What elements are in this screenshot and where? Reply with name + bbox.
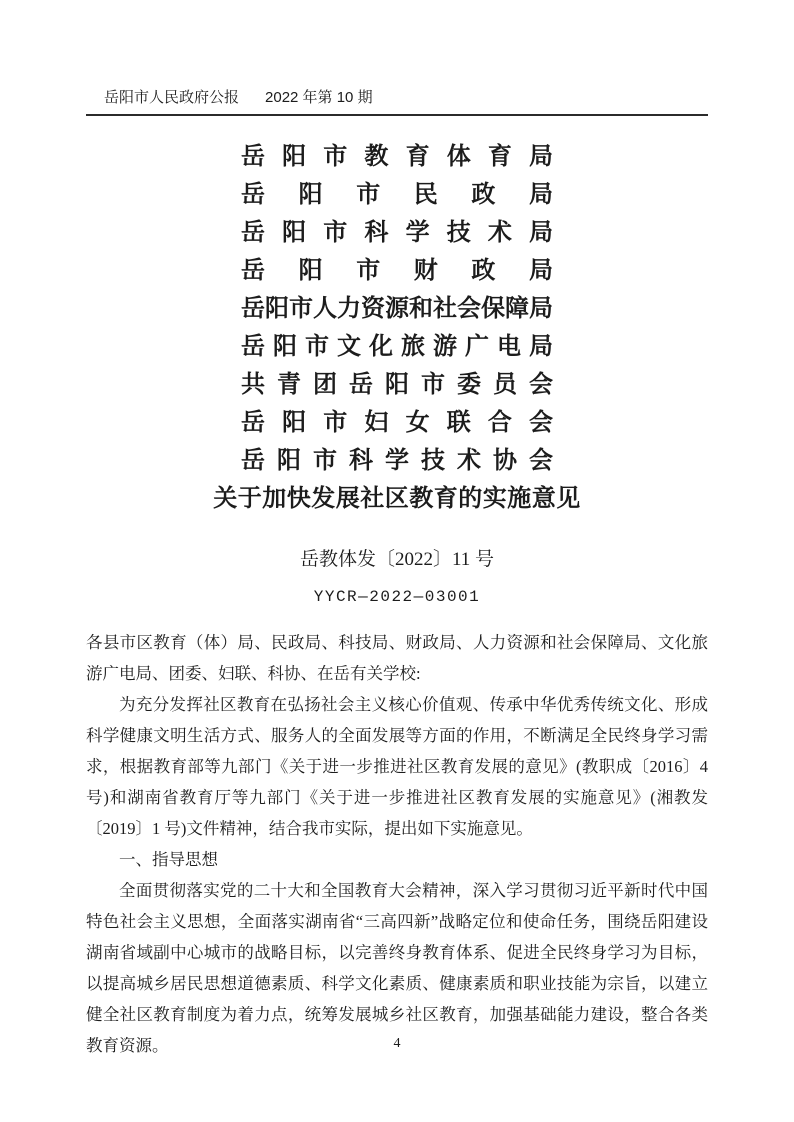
page-header	[86, 86, 708, 116]
paragraph: 一、指导思想	[119, 850, 218, 869]
reference-code: YYCR—2022—03001	[313, 588, 481, 606]
page-number: 4	[393, 1036, 401, 1051]
document-title: 关于加快发展社区教育的实施意见	[213, 486, 581, 512]
paragraph: 各县市区教育（体）局、民政局、科技局、财政局、人力资源和社会保障局、文化旅游广电局、团委、妇联、科协、在岳有关学校:	[86, 633, 708, 683]
paragraph: 为充分发挥社区教育在弘扬社会主义核心价值观、传承中华优秀传统文化、形成科学健康文明生活方式、服务人的全面发展等方面的作用，不断满足全民终身学习需求，根据教育部等九部门《关于进一步推进社区教育发展的意见》(教职成〔2016〕4 号)和湖南省教育厅等九部门《关于进一步推进社区教育发展的实施意见》(湘教发〔2019〕1 号)文件精神，结合我市实际，提出如下实施意见。	[86, 695, 708, 838]
issuer-line: 岳 阳 市 财 政 局	[241, 257, 553, 284]
gazette-title: 岳阳市人民政府公报	[104, 89, 240, 106]
issuer-line: 岳 阳 市 人 力 资 源 和 社 会 保 障 局	[241, 295, 553, 322]
document-body	[86, 627, 708, 1061]
paragraph: 全面贯彻落实党的二十大和全国教育大会精神，深入学习贯彻习近平新时代中国特色社会主义思想，全面落实湖南省“三高四新”战略定位和使命任务，围绕岳阳建设湖南省域副中心城市的战略目标，以完善终身教育体系、促进全民终身学习为目标，以提高城乡居民思想道德素质、科学文化素质、健康素质和职业技能为宗旨，以建立健全社区教育制度为着力点，统筹发展城乡社区教育，加强基础能力建设，整合各类教育资源。	[86, 881, 708, 1055]
gazette-issue: 2022 年第 10 期	[265, 89, 373, 106]
issuer-line: 岳 阳 市 民 政 局	[241, 181, 553, 208]
issuer-line: 岳 阳 市 文 化 旅 游 广 电 局	[241, 333, 553, 360]
document-number: 岳教体发〔2022〕11 号	[299, 549, 495, 570]
issuer-line: 共 青 团 岳 阳 市 委 员 会	[241, 371, 553, 398]
issuer-line: 岳 阳 市 科 学 技 术 协 会	[241, 447, 553, 474]
issuer-line: 岳 阳 市 妇 女 联 合 会	[241, 409, 553, 436]
issuer-line: 岳 阳 市 教 育 体 育 局	[241, 143, 553, 170]
issuer-line: 岳 阳 市 科 学 技 术 局	[241, 219, 553, 246]
issuing-agencies	[86, 134, 708, 476]
